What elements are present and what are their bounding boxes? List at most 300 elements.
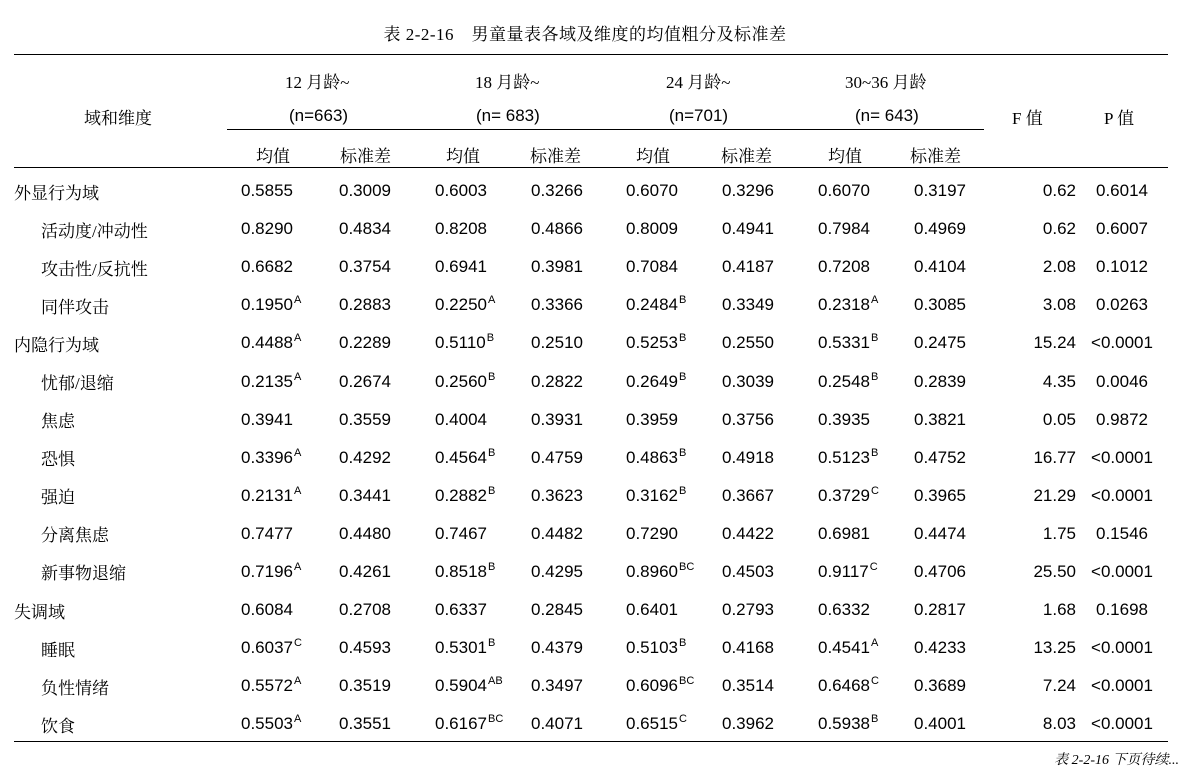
cell-value: 0.4480 bbox=[339, 523, 391, 543]
group-n-18: (n= 683) bbox=[476, 106, 540, 125]
sd-cell bbox=[339, 439, 435, 477]
group-letter: A bbox=[294, 560, 302, 573]
header-rule bbox=[14, 167, 1168, 168]
mean-cell bbox=[626, 324, 722, 362]
cell-value: 0.3959 bbox=[626, 409, 678, 429]
cell-value: 0.6941 bbox=[435, 257, 487, 277]
mean-cell bbox=[435, 591, 531, 629]
mean-cell bbox=[818, 591, 914, 629]
mean-cell bbox=[435, 210, 531, 248]
sd-cell bbox=[722, 210, 818, 248]
row-label: 同伴攻击 bbox=[41, 297, 109, 317]
group-letter: A bbox=[294, 332, 302, 345]
sd-cell bbox=[531, 553, 626, 591]
group-letter: B bbox=[488, 484, 496, 497]
sd-cell bbox=[531, 667, 626, 705]
group-letter: B bbox=[679, 332, 687, 345]
group-letter: B bbox=[871, 332, 879, 345]
cell-value: 0.7477 bbox=[241, 523, 293, 543]
sd-cell bbox=[914, 210, 996, 248]
row-label-header: 域和维度 bbox=[84, 109, 152, 128]
group-letter: B bbox=[488, 370, 496, 383]
p-value: 0.0263 bbox=[1096, 295, 1148, 315]
mean-cell bbox=[241, 553, 339, 591]
mean-cell bbox=[818, 401, 914, 439]
row-label: 饮食 bbox=[41, 716, 75, 736]
p-value: 0.9872 bbox=[1096, 409, 1148, 429]
cell-value: 0.2674 bbox=[339, 371, 391, 391]
mean-cell bbox=[818, 248, 914, 286]
table-row bbox=[14, 515, 1168, 553]
row-label: 恐惧 bbox=[41, 450, 75, 470]
mean-cell bbox=[626, 362, 722, 400]
cell-value: 0.4168 bbox=[722, 638, 774, 658]
cell-value: 0.2550 bbox=[722, 333, 774, 353]
cell-value: 0.5572 bbox=[241, 676, 293, 696]
group-letter: A bbox=[871, 637, 879, 650]
cell-value: 0.4292 bbox=[339, 447, 391, 467]
sd-cell bbox=[531, 591, 626, 629]
cell-value: 0.4233 bbox=[914, 638, 966, 658]
p-value: 0.6007 bbox=[1096, 219, 1148, 239]
sd-cell bbox=[531, 248, 626, 286]
row-label: 负性情绪 bbox=[41, 678, 109, 698]
cell-value: 0.6084 bbox=[241, 600, 293, 620]
cell-value: 0.6332 bbox=[818, 600, 870, 620]
cell-value: 0.3197 bbox=[914, 181, 966, 201]
group-letter: BC bbox=[488, 713, 504, 726]
table-row bbox=[14, 248, 1168, 286]
group-letter: B bbox=[679, 446, 687, 459]
sd-cell bbox=[722, 286, 818, 324]
sd-cell bbox=[531, 324, 626, 362]
sd-cell bbox=[914, 248, 996, 286]
table-row bbox=[14, 172, 1168, 210]
cell-value: 0.6096 bbox=[626, 676, 678, 696]
f-value: 21.29 bbox=[1033, 485, 1076, 505]
mean-cell bbox=[626, 210, 722, 248]
cell-value: 0.4474 bbox=[914, 523, 966, 543]
mean-cell bbox=[435, 629, 531, 667]
cell-value: 0.2839 bbox=[914, 371, 966, 391]
group-n-30: (n= 643) bbox=[855, 106, 919, 125]
cell-value: 0.4593 bbox=[339, 638, 391, 658]
cell-value: 0.8208 bbox=[435, 219, 487, 239]
table-title: 表 2-2-16 男童量表各域及维度的均值粗分及标准差 bbox=[383, 25, 787, 44]
group-letter: B bbox=[871, 713, 879, 726]
group-letter: A bbox=[488, 294, 496, 307]
sd-cell bbox=[339, 286, 435, 324]
table-row bbox=[14, 553, 1168, 591]
sd-cell bbox=[339, 172, 435, 210]
cell-value: 0.6981 bbox=[818, 523, 870, 543]
p-value: 0.1012 bbox=[1096, 257, 1148, 277]
sd-cell bbox=[339, 210, 435, 248]
cell-value: 0.3349 bbox=[722, 295, 774, 315]
cell-value: 0.4488 bbox=[241, 333, 293, 353]
cell-value: 0.3514 bbox=[722, 676, 774, 696]
cell-value: 0.1950 bbox=[241, 295, 293, 315]
mean-cell bbox=[818, 667, 914, 705]
cell-value: 0.3935 bbox=[818, 409, 870, 429]
cell-value: 0.4503 bbox=[722, 561, 774, 581]
group-letter: BC bbox=[679, 675, 695, 688]
group-letter: A bbox=[294, 294, 302, 307]
f-value: 4.35 bbox=[1042, 371, 1076, 391]
table-row bbox=[14, 705, 1168, 743]
mean-cell bbox=[241, 629, 339, 667]
sd-cell bbox=[339, 477, 435, 515]
cell-value: 0.5503 bbox=[241, 714, 293, 734]
f-value: 0.62 bbox=[1042, 181, 1076, 201]
f-value: 1.75 bbox=[1042, 523, 1076, 543]
cell-value: 0.6682 bbox=[241, 257, 293, 277]
group-letter: A bbox=[294, 484, 302, 497]
f-value: 0.05 bbox=[1042, 409, 1076, 429]
bottom-rule bbox=[14, 741, 1168, 742]
group-letter: C bbox=[869, 560, 878, 573]
cell-value: 0.4941 bbox=[722, 219, 774, 239]
row-label: 内隐行为域 bbox=[14, 335, 99, 355]
p-value: <0.0001 bbox=[1091, 485, 1153, 505]
cell-value: 0.2135 bbox=[241, 371, 293, 391]
p-header: P 值 bbox=[1104, 109, 1135, 128]
cell-value: 0.4004 bbox=[435, 409, 487, 429]
cell-value: 0.5938 bbox=[818, 714, 870, 734]
sd-cell bbox=[914, 362, 996, 400]
cell-value: 0.5855 bbox=[241, 181, 293, 201]
table-row bbox=[14, 629, 1168, 667]
mean-header: 均值 bbox=[636, 147, 670, 166]
sd-cell bbox=[339, 591, 435, 629]
mean-cell bbox=[241, 705, 339, 743]
table-row bbox=[14, 667, 1168, 705]
sd-cell bbox=[914, 324, 996, 362]
group-letter: B bbox=[488, 446, 496, 459]
mean-cell bbox=[435, 439, 531, 477]
cell-value: 0.4866 bbox=[531, 219, 583, 239]
group-letter: B bbox=[679, 370, 687, 383]
sd-cell bbox=[722, 324, 818, 362]
cell-value: 0.2131 bbox=[241, 485, 293, 505]
mean-cell bbox=[818, 439, 914, 477]
row-label: 忧郁/退缩 bbox=[41, 374, 114, 394]
mean-cell bbox=[626, 401, 722, 439]
group-letter: C bbox=[679, 713, 687, 726]
mean-cell bbox=[435, 362, 531, 400]
cell-value: 0.2560 bbox=[435, 371, 487, 391]
table-row bbox=[14, 591, 1168, 629]
sd-cell bbox=[339, 553, 435, 591]
sd-header: 标准差 bbox=[721, 147, 772, 166]
group-letter: C bbox=[871, 675, 879, 688]
sd-header: 标准差 bbox=[340, 147, 391, 166]
cell-value: 0.2882 bbox=[435, 485, 487, 505]
cell-value: 0.7467 bbox=[435, 523, 487, 543]
cell-value: 0.2649 bbox=[626, 371, 678, 391]
group-rule bbox=[227, 129, 984, 130]
p-value: <0.0001 bbox=[1091, 714, 1153, 734]
cell-value: 0.6401 bbox=[626, 600, 678, 620]
cell-value: 0.7208 bbox=[818, 257, 870, 277]
cell-value: 0.4001 bbox=[914, 714, 966, 734]
f-value: 16.77 bbox=[1033, 447, 1076, 467]
mean-cell bbox=[626, 553, 722, 591]
mean-cell bbox=[435, 667, 531, 705]
cell-value: 0.7290 bbox=[626, 523, 678, 543]
mean-cell bbox=[241, 362, 339, 400]
group-letter: A bbox=[294, 675, 302, 688]
sd-cell bbox=[722, 553, 818, 591]
sd-cell bbox=[339, 362, 435, 400]
cell-value: 0.3441 bbox=[339, 485, 391, 505]
mean-cell bbox=[241, 439, 339, 477]
group-letter: A bbox=[871, 294, 879, 307]
sd-cell bbox=[722, 591, 818, 629]
mean-cell bbox=[818, 477, 914, 515]
cell-value: 0.2289 bbox=[339, 333, 391, 353]
sd-cell bbox=[531, 705, 626, 743]
sd-cell bbox=[914, 667, 996, 705]
row-label: 外显行为域 bbox=[14, 183, 99, 203]
mean-cell bbox=[435, 248, 531, 286]
cell-value: 0.5123 bbox=[818, 447, 870, 467]
mean-cell bbox=[818, 286, 914, 324]
cell-value: 0.4187 bbox=[722, 257, 774, 277]
mean-header: 均值 bbox=[828, 147, 862, 166]
sd-cell bbox=[914, 286, 996, 324]
p-value: 0.1698 bbox=[1096, 600, 1148, 620]
cell-value: 0.4541 bbox=[818, 638, 870, 658]
row-label: 攻击性/反抗性 bbox=[41, 259, 148, 279]
sd-cell bbox=[531, 172, 626, 210]
mean-cell bbox=[818, 705, 914, 743]
mean-cell bbox=[241, 248, 339, 286]
row-label: 焦虑 bbox=[41, 412, 75, 432]
cell-value: 0.2817 bbox=[914, 600, 966, 620]
mean-cell bbox=[626, 172, 722, 210]
mean-cell bbox=[241, 667, 339, 705]
group-age-24: 24 月龄~ bbox=[666, 73, 731, 92]
cell-value: 0.3519 bbox=[339, 676, 391, 696]
sd-cell bbox=[531, 477, 626, 515]
cell-value: 0.8960 bbox=[626, 561, 678, 581]
cell-value: 0.2845 bbox=[531, 600, 583, 620]
table-row bbox=[14, 477, 1168, 515]
sd-cell bbox=[339, 324, 435, 362]
mean-cell bbox=[626, 248, 722, 286]
mean-cell bbox=[435, 172, 531, 210]
mean-cell bbox=[241, 286, 339, 324]
mean-cell bbox=[241, 324, 339, 362]
mean-cell bbox=[818, 553, 914, 591]
mean-cell bbox=[626, 439, 722, 477]
p-value: 0.6014 bbox=[1096, 181, 1148, 201]
cell-value: 0.3689 bbox=[914, 676, 966, 696]
mean-cell bbox=[818, 210, 914, 248]
cell-value: 0.3551 bbox=[339, 714, 391, 734]
f-value: 7.24 bbox=[1042, 676, 1076, 696]
table-row bbox=[14, 439, 1168, 477]
sd-cell bbox=[722, 401, 818, 439]
group-letter: BC bbox=[679, 560, 695, 573]
cell-value: 0.4969 bbox=[914, 219, 966, 239]
sd-cell bbox=[531, 362, 626, 400]
cell-value: 0.2484 bbox=[626, 295, 678, 315]
top-rule bbox=[14, 54, 1168, 55]
cell-value: 0.3559 bbox=[339, 409, 391, 429]
group-age-18: 18 月龄~ bbox=[475, 73, 540, 92]
cell-value: 0.3266 bbox=[531, 181, 583, 201]
group-letter: B bbox=[871, 446, 879, 459]
group-age-30: 30~36 月龄 bbox=[845, 73, 927, 92]
cell-value: 0.3039 bbox=[722, 371, 774, 391]
f-header: F 值 bbox=[1012, 109, 1043, 128]
cell-value: 0.3085 bbox=[914, 295, 966, 315]
cell-value: 0.3941 bbox=[241, 409, 293, 429]
cell-value: 0.2318 bbox=[818, 295, 870, 315]
sd-cell bbox=[722, 705, 818, 743]
group-letter: B bbox=[679, 294, 687, 307]
group-letter: B bbox=[486, 332, 495, 345]
cell-value: 0.4918 bbox=[722, 447, 774, 467]
group-letter: C bbox=[294, 637, 302, 650]
cell-value: 0.5103 bbox=[626, 638, 678, 658]
sd-cell bbox=[914, 172, 996, 210]
cell-value: 0.3296 bbox=[722, 181, 774, 201]
mean-cell bbox=[435, 324, 531, 362]
sd-cell bbox=[531, 629, 626, 667]
sd-cell bbox=[531, 439, 626, 477]
p-value: <0.0001 bbox=[1091, 561, 1153, 581]
cell-value: 0.4482 bbox=[531, 523, 583, 543]
cell-value: 0.3981 bbox=[531, 257, 583, 277]
cell-value: 0.8009 bbox=[626, 219, 678, 239]
row-label: 强迫 bbox=[41, 488, 75, 508]
cell-value: 0.4863 bbox=[626, 447, 678, 467]
sd-cell bbox=[914, 553, 996, 591]
cell-value: 0.2883 bbox=[339, 295, 391, 315]
p-value: <0.0001 bbox=[1091, 447, 1153, 467]
sd-cell bbox=[914, 515, 996, 553]
cell-value: 0.6003 bbox=[435, 181, 487, 201]
mean-cell bbox=[241, 515, 339, 553]
cell-value: 0.7084 bbox=[626, 257, 678, 277]
cell-value: 0.4706 bbox=[914, 561, 966, 581]
sd-cell bbox=[339, 705, 435, 743]
sd-header: 标准差 bbox=[910, 147, 961, 166]
p-value: <0.0001 bbox=[1091, 676, 1153, 696]
mean-cell bbox=[626, 667, 722, 705]
continuation-note: 表 2-2-16 下页待续... bbox=[1054, 753, 1179, 768]
mean-cell bbox=[626, 629, 722, 667]
sd-cell bbox=[722, 439, 818, 477]
mean-cell bbox=[818, 362, 914, 400]
mean-cell bbox=[626, 705, 722, 743]
sd-cell bbox=[914, 591, 996, 629]
cell-value: 0.3396 bbox=[241, 447, 293, 467]
mean-header: 均值 bbox=[256, 147, 290, 166]
cell-value: 0.5110 bbox=[435, 333, 486, 353]
sd-cell bbox=[914, 705, 996, 743]
sd-cell bbox=[914, 629, 996, 667]
group-n-24: (n=701) bbox=[669, 106, 729, 125]
sd-cell bbox=[914, 439, 996, 477]
group-letter: B bbox=[871, 370, 879, 383]
cell-value: 0.4104 bbox=[914, 257, 966, 277]
cell-value: 0.3754 bbox=[339, 257, 391, 277]
cell-value: 0.4422 bbox=[722, 523, 774, 543]
row-label: 活动度/冲动性 bbox=[41, 221, 148, 241]
sd-cell bbox=[722, 515, 818, 553]
cell-value: 0.9117 bbox=[818, 561, 869, 581]
row-label: 睡眠 bbox=[41, 640, 75, 660]
sd-cell bbox=[914, 401, 996, 439]
group-letter: B bbox=[488, 637, 496, 650]
mean-cell bbox=[241, 172, 339, 210]
p-value: 0.1546 bbox=[1096, 523, 1148, 543]
cell-value: 0.3162 bbox=[626, 485, 678, 505]
mean-cell bbox=[435, 515, 531, 553]
sd-cell bbox=[531, 210, 626, 248]
p-value: 0.0046 bbox=[1096, 371, 1148, 391]
mean-cell bbox=[435, 477, 531, 515]
cell-value: 0.4752 bbox=[914, 447, 966, 467]
sd-header: 标准差 bbox=[530, 147, 581, 166]
mean-cell bbox=[435, 286, 531, 324]
cell-value: 0.7984 bbox=[818, 219, 870, 239]
group-letter: A bbox=[294, 446, 302, 459]
cell-value: 0.4071 bbox=[531, 714, 583, 734]
table-row bbox=[14, 401, 1168, 439]
group-letter: B bbox=[679, 484, 687, 497]
sd-cell bbox=[339, 401, 435, 439]
cell-value: 0.4261 bbox=[339, 561, 391, 581]
f-value: 13.25 bbox=[1033, 638, 1076, 658]
table-row bbox=[14, 210, 1168, 248]
sd-cell bbox=[722, 477, 818, 515]
mean-cell bbox=[241, 591, 339, 629]
mean-cell bbox=[818, 172, 914, 210]
sd-cell bbox=[914, 477, 996, 515]
mean-cell bbox=[626, 477, 722, 515]
cell-value: 0.2708 bbox=[339, 600, 391, 620]
sd-cell bbox=[722, 248, 818, 286]
cell-value: 0.2475 bbox=[914, 333, 966, 353]
cell-value: 0.3009 bbox=[339, 181, 391, 201]
cell-value: 0.3965 bbox=[914, 485, 966, 505]
row-label: 失调域 bbox=[14, 602, 65, 622]
group-letter: A bbox=[294, 713, 302, 726]
group-letter: AB bbox=[488, 675, 503, 688]
cell-value: 0.3729 bbox=[818, 485, 870, 505]
cell-value: 0.2250 bbox=[435, 295, 487, 315]
mean-cell bbox=[818, 629, 914, 667]
cell-value: 0.6037 bbox=[241, 638, 293, 658]
cell-value: 0.3962 bbox=[722, 714, 774, 734]
row-label: 分离焦虑 bbox=[41, 526, 109, 546]
cell-value: 0.6468 bbox=[818, 676, 870, 696]
f-value: 3.08 bbox=[1042, 295, 1076, 315]
group-letter: B bbox=[679, 637, 687, 650]
cell-value: 0.4564 bbox=[435, 447, 487, 467]
row-label: 新事物退缩 bbox=[41, 564, 126, 584]
f-value: 8.03 bbox=[1042, 714, 1076, 734]
sd-cell bbox=[339, 629, 435, 667]
mean-cell bbox=[626, 591, 722, 629]
cell-value: 0.4379 bbox=[531, 638, 583, 658]
sd-cell bbox=[339, 515, 435, 553]
